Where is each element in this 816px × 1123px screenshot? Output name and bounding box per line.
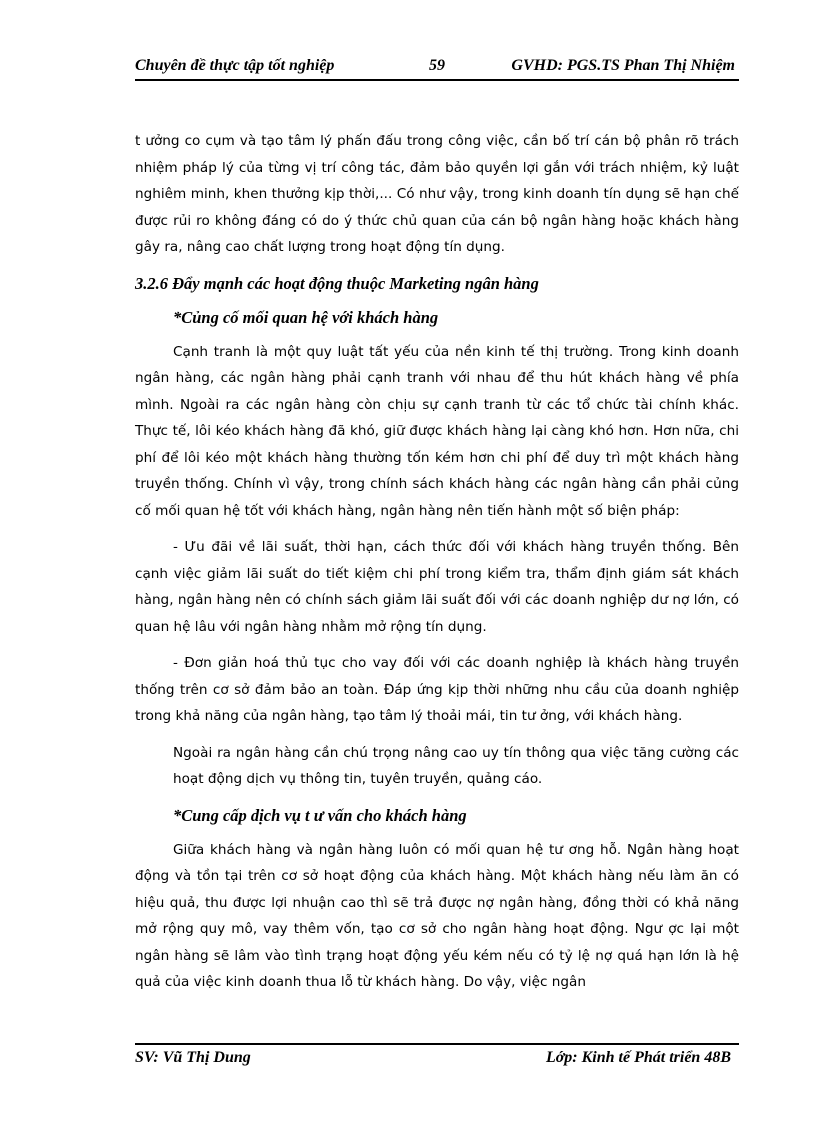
footer-student: SV: Vũ Thị Dung [135, 1049, 251, 1066]
header-supervisor: GVHD: PGS.TS Phan Thị Nhiệm [511, 57, 735, 74]
section-heading: 3.2.6 Đẩy mạnh các hoạt động thuộc Marketing ngân hàng [135, 273, 539, 293]
paragraph-mutual-relation: Giữa khách hàng và ngân hàng luôn có mối quan hệ tư ơng hỗ. Ngân hàng hoạt động và tồn tại trên cơ sở hoạt động của khách hàng. Một khách hàng nếu làm ăn có hiệu quả, thu được lợi nhuận cao thì sẽ trả được nợ ngân hàng, đồng thời có khả năng mở rộng quy mô, vay thêm vốn, tạo cơ sở cho ngân hàng hoạt động. Ngư ợc lại một ngân hàng sẽ lâm vào tình trạng hoạt động yếu kém nếu có tỷ lệ nợ quá hạn lớn là hệ quả của việc kinh doanh thua lỗ từ khách hàng. Do vậy, việc ngân [135, 841, 739, 990]
page-footer [135, 1043, 739, 1069]
document-body [135, 128, 739, 1006]
paragraph-reputation: Ngoài ra ngân hàng cần chú trọng nâng cao uy tín thông qua việc tăng cường các hoạt động dịch vụ thông tin, tuyên truyền, quảng cáo. [173, 744, 739, 787]
footer-class: Lớp: Kinh tế Phát triển 48B [545, 1049, 731, 1066]
subsection-heading-consulting: *Cung cấp dịch vụ t ư vấn cho khách hàng [173, 805, 467, 825]
paragraph-continuation: t ưởng co cụm và tạo tâm lý phấn đấu trong công việc, cần bố trí cán bộ phân rõ trách nhiệm pháp lý của từng vị trí công tác, đảm bảo quyền lợi gắn với trách nhiệm, kỷ luật nghiêm minh, khen thưởng kịp thời,... Có như vậy, trong kinh doanh tín dụng sẽ hạn chế được rủi ro không đáng có do ý thức chủ quan của cán bộ ngân hàng hoặc khách hàng gây ra, nâng cao chất lượng trong hoạt động tín dụng. [135, 133, 739, 255]
subsection-heading-relations: *Củng cố mối quan hệ với khách hàng [173, 307, 439, 327]
page-header [135, 57, 739, 81]
header-page-number: 59 [429, 57, 445, 74]
paragraph-bullet-interest: - Ưu đãi về lãi suất, thời hạn, cách thức đối với khách hàng truyền thống. Bên cạnh việc giảm lãi suất do tiết kiệm chi phí trong kiểm tra, thẩm định giám sát khách hàng, ngân hàng nên có chính sách giảm lãi suất đối với các doanh nghiệp dư nợ lớn, có quan hệ lâu với ngân hàng nhằm mở rộng tín dụng. [135, 539, 739, 635]
paragraph-competition: Cạnh tranh là một quy luật tất yếu của nền kinh tế thị trường. Trong kinh doanh ngân hàng, các ngân hàng phải cạnh tranh với nhau để thu hút khách hàng về phía mình. Ngoài ra các ngân hàng còn chịu sự cạnh tranh từ các tổ chức tài chính khác. Thực tế, lôi kéo khách hàng đã khó, giữ được khách hàng lại càng khó hơn. Hơn nữa, chi phí để lôi kéo một khách hàng thường tốn kém hơn chi phí để duy trì một khách hàng truyền thống. Chính vì vậy, trong chính sách khách hàng các ngân hàng cần phải củng cố mối quan hệ tốt với khách hàng, ngân hàng nên tiến hành một số biện pháp: [135, 343, 739, 519]
paragraph-bullet-procedures: - Đơn giản hoá thủ tục cho vay đối với các doanh nghiệp là khách hàng truyền thống trên cơ sở đảm bảo an toàn. Đáp ứng kịp thời những nhu cầu của doanh nghiệp trong khả năng của ngân hàng, tạo tâm lý thoải mái, tin tư ởng, với khách hàng. [135, 655, 739, 724]
header-document-title: Chuyên đề thực tập tốt nghiệp [135, 57, 335, 74]
